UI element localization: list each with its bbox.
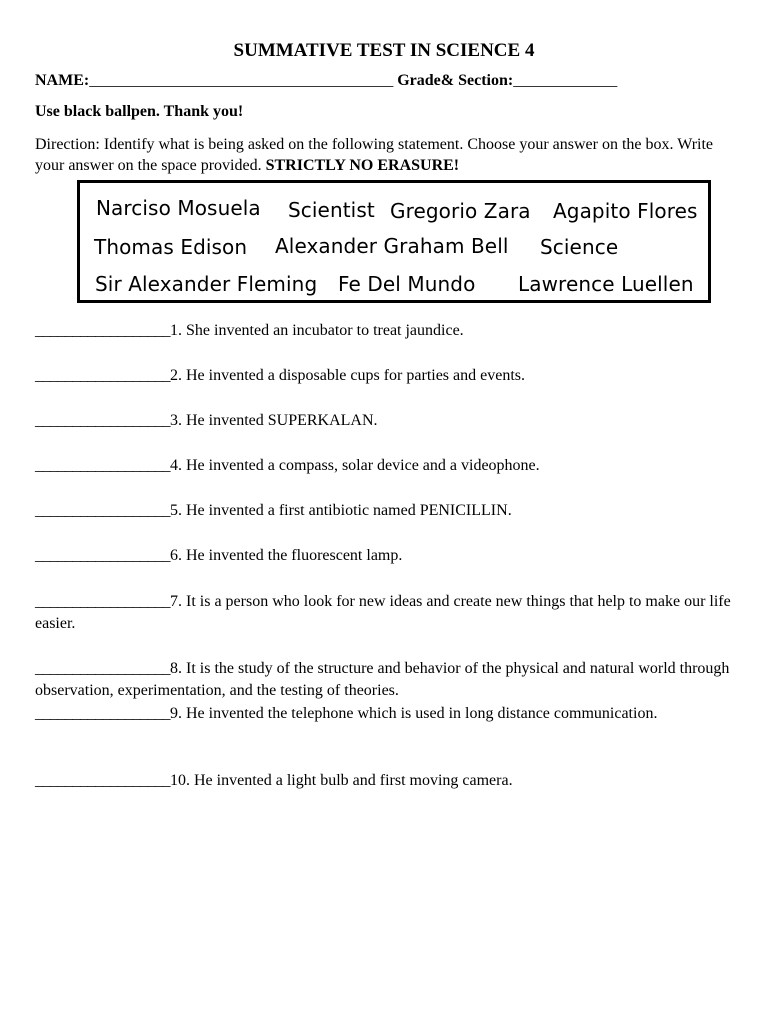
answer-blank: __________________	[35, 593, 170, 610]
choice-item: Sir Alexander Fleming	[95, 272, 318, 296]
question-item	[35, 770, 735, 792]
question-text: 9. He invented the telephone which is used in long distance communication.	[170, 705, 658, 722]
page-title: SUMMATIVE TEST IN SCIENCE 4	[233, 40, 535, 61]
choice-item: Lawrence Luellen	[518, 272, 694, 296]
direction-body: Direction: Identify what is being asked on the following statement. Choose your answer on the box. Write your answer on the space provided.	[35, 136, 714, 174]
question-item	[35, 703, 735, 725]
choice-item: Agapito Flores	[553, 199, 698, 223]
question-item	[35, 500, 735, 522]
question-text: 3. He invented SUPERKALAN.	[170, 412, 378, 429]
grade-section-blank: _____________	[513, 72, 618, 89]
question-text: 4. He invented a compass, solar device and a videophone.	[170, 457, 540, 474]
answer-blank: __________________	[35, 705, 170, 722]
question-text: 1. She invented an incubator to treat jaundice.	[170, 322, 464, 339]
question-text: 5. He invented a first antibiotic named PENICILLIN.	[170, 502, 512, 519]
name-label: NAME:	[35, 72, 90, 89]
choice-item: Fe Del Mundo	[338, 272, 476, 296]
choice-item: Gregorio Zara	[390, 199, 531, 223]
answer-blank: __________________	[35, 412, 170, 429]
question-text: 8. It is the study of the structure and behavior of the physical and natural world through observation, experimentation, and the testing of theories.	[35, 660, 730, 699]
answer-blank: __________________	[35, 772, 170, 789]
answer-blank: __________________	[35, 367, 170, 384]
instruction-text: Use black ballpen. Thank you!	[35, 103, 244, 120]
choice-item: Scientist	[288, 198, 375, 222]
question-text: 10. He invented a light bulb and first moving camera.	[170, 772, 513, 789]
name-grade-line	[35, 72, 617, 90]
question-text: 7. It is a person who look for new ideas and create new things that help to make our life easier.	[35, 593, 731, 632]
question-item	[35, 320, 735, 342]
question-item	[35, 545, 735, 567]
answer-choices-box	[77, 180, 711, 303]
name-blank: ______________________________________	[89, 72, 394, 89]
answer-blank: __________________	[35, 502, 170, 519]
question-item	[35, 591, 735, 635]
question-item	[35, 365, 735, 387]
grade-section-label: Grade& Section:	[397, 72, 514, 89]
direction-text	[35, 134, 735, 176]
answer-blank: __________________	[35, 322, 170, 339]
question-text: 6. He invented the fluorescent lamp.	[170, 547, 403, 564]
question-item	[35, 658, 735, 702]
answer-blank: __________________	[35, 547, 170, 564]
answer-blank: __________________	[35, 457, 170, 474]
question-item	[35, 455, 735, 477]
choice-item: Science	[540, 235, 619, 259]
choice-item: Narciso Mosuela	[96, 196, 261, 220]
direction-emphasis: STRICTLY NO ERASURE!	[265, 157, 460, 174]
choice-item: Thomas Edison	[94, 235, 248, 259]
question-text: 2. He invented a disposable cups for parties and events.	[170, 367, 526, 384]
choice-item: Alexander Graham Bell	[275, 234, 509, 258]
answer-blank: __________________	[35, 660, 170, 677]
question-item	[35, 410, 735, 432]
